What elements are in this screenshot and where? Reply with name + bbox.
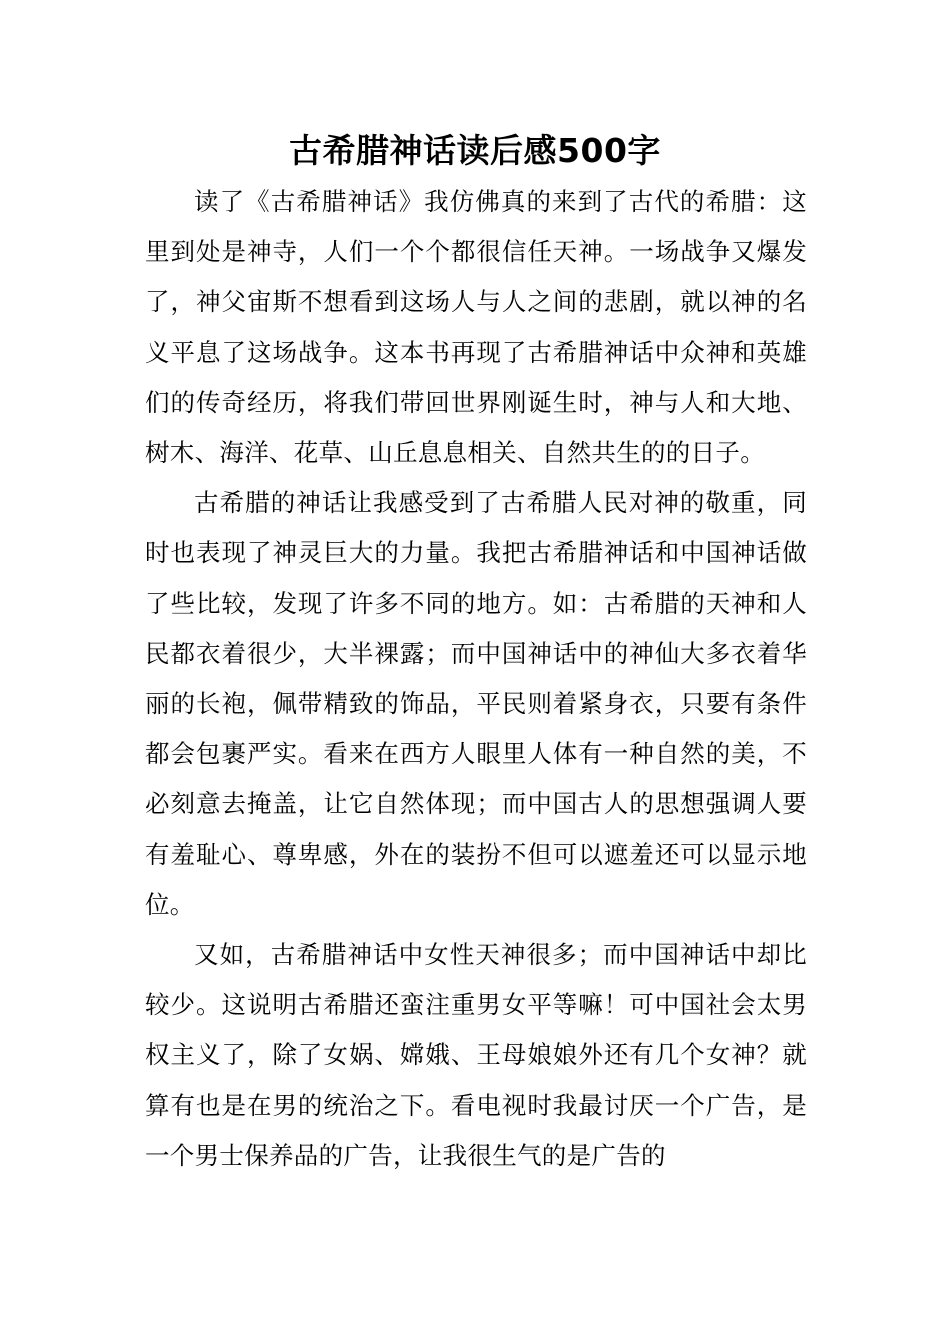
document-body	[145, 177, 807, 1181]
paragraph-3: 又如，古希腊神话中女性天神很多；而中国神话中却比较少。这说明古希腊还蛮注重男女平等嘛！可中国社会太男权主义了，除了女娲、嫦娥、王母娘娘外还有几个女神？就算有也是在男的统治之下。看电视时我最讨厌一个广告，是一个男士保养品的广告，让我很生气的是广告的	[145, 940, 807, 1170]
document-title: 古希腊神话读后感500字	[289, 131, 661, 170]
paragraph-1: 读了《古希腊神话》我仿佛真的来到了古代的希腊：这里到处是神寺，人们一个个都很信任天神。一场战争又爆发了，神父宙斯不想看到这场人与人之间的悲剧，就以神的名义平息了这场战争。这本书再现了古希腊神话中众神和英雄们的传奇经历，将我们带回世界刚诞生时，神与人和大地、树木、海洋、花草、山丘息息相关、自然共生的的日子。	[145, 187, 807, 468]
paragraph-2: 古希腊的神话让我感受到了古希腊人民对神的敬重，同时也表现了神灵巨大的力量。我把古希腊神话和中国神话做了些比较，发现了许多不同的地方。如：古希腊的天神和人民都衣着很少，大半裸露；而中国神话中的神仙大多衣着华丽的长袍，佩带精致的饰品，平民则着紧身衣，只要有条件都会包裹严实。看来在西方人眼里人体有一种自然的美，不必刻意去掩盖，让它自然体现；而中国古人的思想强调人要有羞耻心、尊卑感，外在的装扮不但可以遮羞还可以显示地位。	[145, 488, 807, 919]
